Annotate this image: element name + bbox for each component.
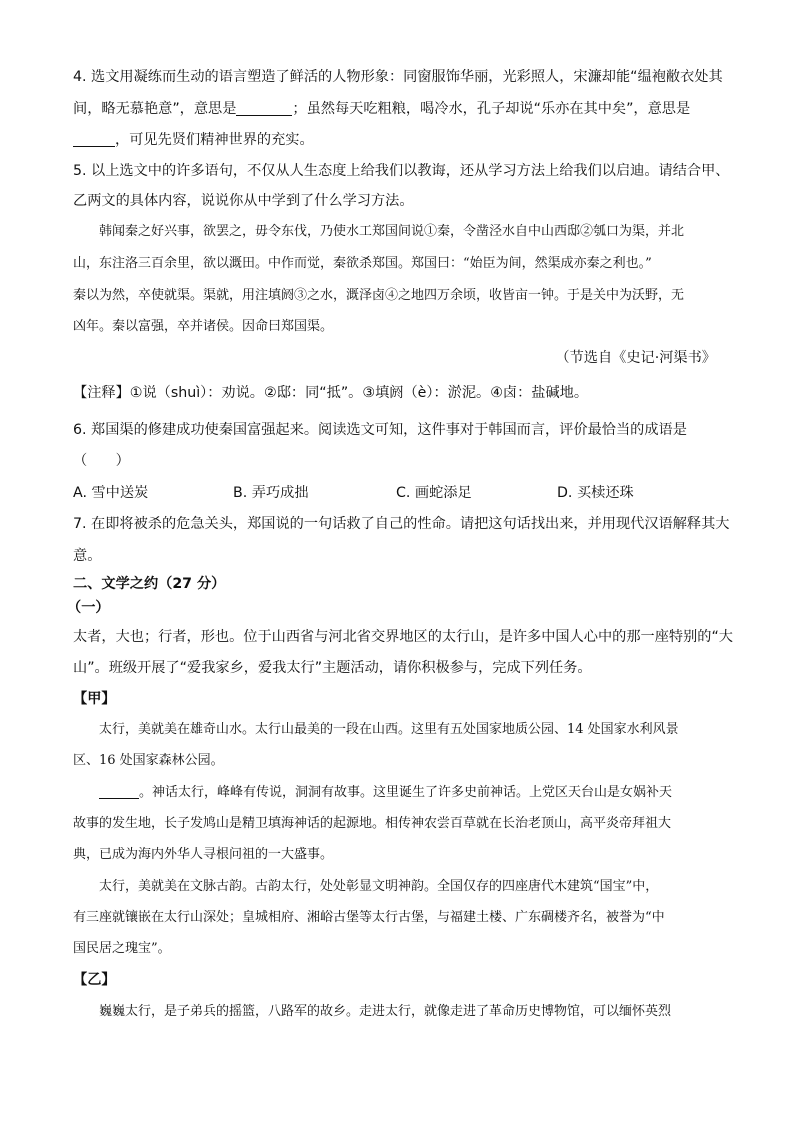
answer-blank-3[interactable]	[99, 784, 139, 799]
p3-line-1: 太行，美就美在文脉古韵。古韵太行，处处彰显文明神韵。全国仅存的四座唐代木建筑“国宝”中，	[99, 879, 659, 894]
p4-line-1: 巍巍太行，是子弟兵的摇篮，八路军的故乡。走进太行，就像走进了革命历史博物馆，可以缅怀英烈	[99, 1004, 672, 1019]
q4-line-1: 4. 选文用凝练而生动的语言塑造了鲜活的人物形象：同窗服饰华丽，光彩照人，宋濂却能“缊袍敝衣处其	[73, 69, 723, 85]
yi-label: 【乙】	[73, 972, 116, 988]
q6-line-1: 6. 郑国渠的修建成功使秦国富强起来。阅读选文可知，这件事对于韩国而言，评价最恰当的成语是	[73, 422, 687, 438]
q5-line-1: 5. 以上选文中的许多语句，不仅从人生态度上给我们以教诲，还从学习方法上给我们以启迪。请结合甲、	[73, 163, 730, 179]
notes: 【注释】①说（shuì）：劝说。②邸：同“抵”。③填阏（è）：淤泥。④卤：盐碱地。	[73, 385, 589, 401]
classical-line-1: 韩闻秦之好兴事，欲罢之，毋令东伐，乃使水工郑国间说①秦，令凿泾水自中山西邸②瓠口为渠，并北	[99, 224, 685, 239]
jia-label: 【甲】	[73, 691, 116, 707]
option-d[interactable]: D. 买椟还珠	[557, 485, 634, 501]
p1-line-2: 区、16 处国家森林公园。	[73, 753, 224, 768]
p1-line-1: 太行，美就美在雄奇山水。太行山最美的一段在山西。这里有五处国家地质公园、14 处国家水利风景	[99, 722, 679, 737]
intro-line-2: 山”。班级开展了“爱我家乡，爱我太行”主题活动，请你积极参与，完成下列任务。	[73, 660, 592, 676]
option-c[interactable]: C. 画蛇添足	[396, 485, 472, 501]
q4-line-3	[73, 130, 314, 150]
answer-blank-2[interactable]	[73, 132, 115, 147]
option-b[interactable]: B. 弄巧成拙	[233, 485, 309, 501]
p2-line-1-text: 。神话太行，峰峰有传说，洞洞有故事。这里诞生了许多史前神话。上党区天台山是女娲补天	[139, 785, 673, 800]
p2-line-2: 故事的发生地，长子发鸠山是精卫填海神话的起源地。相传神农尝百草就在长治老顶山，高平炎帝拜祖大	[73, 816, 672, 831]
classical-line-3: 秦以为然，卒使就渠。渠就，用注填阏③之水，溉泽卤④之地四万余顷，收皆亩一钟。于是关中为沃野，无	[73, 288, 685, 303]
classical-line-2: 山，东注洛三百余里，欲以溉田。中作而觉，秦欲杀郑国。郑国曰：“始臣为间，然渠成亦秦之利也。”	[73, 256, 652, 271]
q6-paren: （ ）	[73, 453, 130, 469]
q5-line-2: 乙两文的具体内容，说说你从中学到了什么学习方法。	[73, 193, 414, 209]
intro-line-1: 太者，大也；行者，形也。位于山西省与河北省交界地区的太行山，是许多中国人心中的那一座特别的“大	[73, 629, 733, 645]
option-a[interactable]: A. 雪中送炭	[73, 485, 149, 501]
p3-line-2: 有三座就镶嵌在太行山深处；皇城相府、湘峪古堡等太行古堡，与福建土楼、广东碉楼齐名，被誉为“中	[73, 910, 665, 925]
p2-line-1	[99, 783, 672, 803]
q7-line-2: 意。	[73, 548, 102, 564]
q7-line-1: 7. 在即将被杀的危急关头，郑国说的一句话救了自己的性命。请把这句话找出来，并用现代汉语解释其大	[73, 516, 730, 532]
section-sub: （一）	[67, 600, 110, 616]
p3-line-3: 国民居之瑰宝”。	[73, 941, 171, 956]
classical-source: （节选自《史记·河渠书》	[555, 350, 716, 366]
p2-line-3: 典，已成为海内外华人寻根问祖的一大盛事。	[73, 847, 334, 862]
answer-blank-1[interactable]	[236, 101, 292, 116]
section-title: 二、文学之约（27 分）	[73, 576, 226, 592]
q4-line-2-part-2: ；虽然每天吃粗粮，喝冷水，孔子却说“乐亦在其中矣”，意思是	[292, 101, 691, 117]
q4-line-2	[73, 99, 690, 119]
q4-line-3-text: ，可见先贤们精神世界的充实。	[115, 132, 314, 148]
classical-line-4: 凶年。秦以富强，卒并诸侯。因命曰郑国渠。	[73, 319, 334, 334]
q4-line-2-part-1: 间，略无慕艳意”，意思是	[73, 101, 237, 117]
